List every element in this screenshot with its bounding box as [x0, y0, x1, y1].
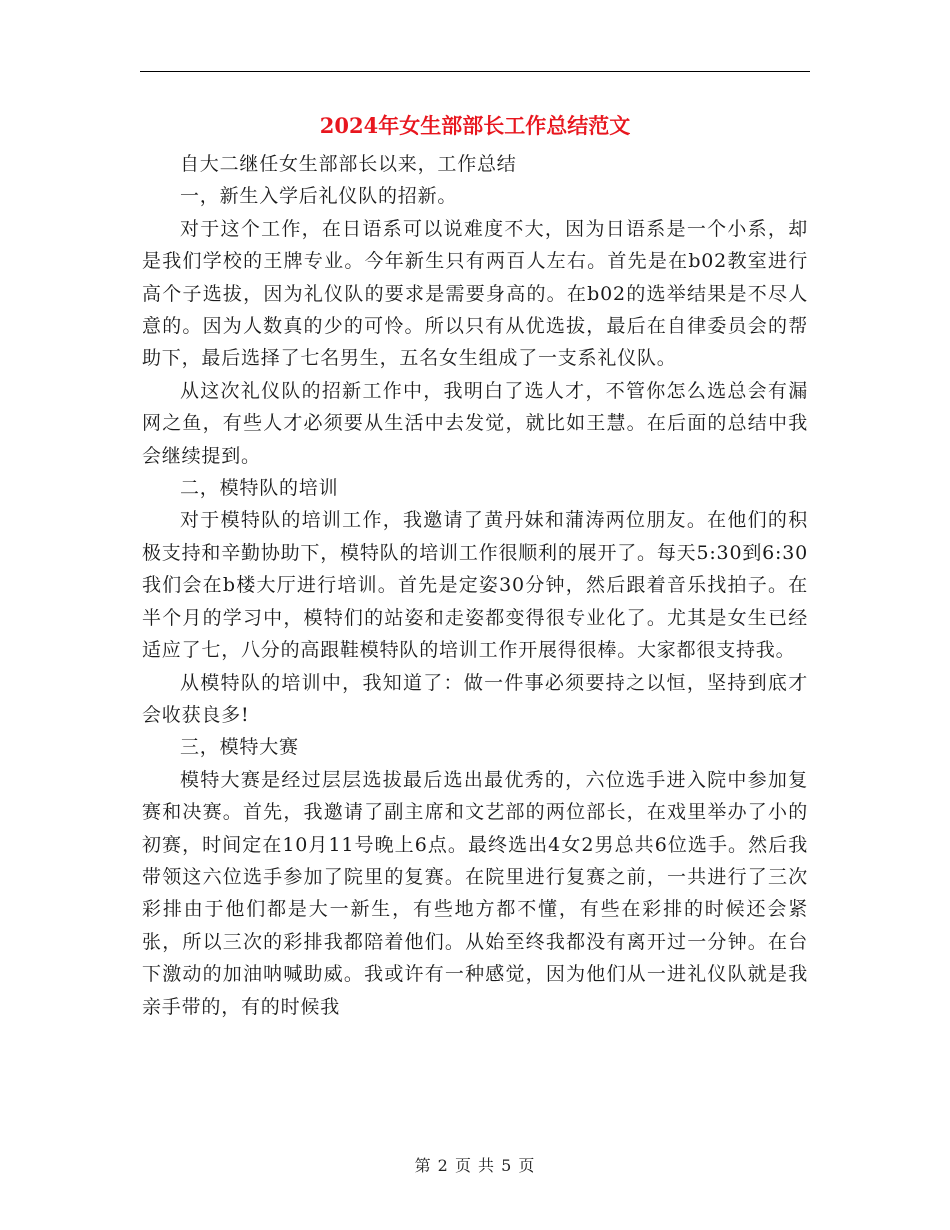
- section-heading-1: 一，新生入学后礼仪队的招新。: [180, 185, 458, 208]
- page-number: 第 2 页 共 5 页: [414, 1156, 536, 1175]
- paragraph-recruitment-lesson: 从这次礼仪队的招新工作中，我明白了选人才，不管你怎么选总会有漏网之鱼，有些人才必须要从生活中去发觉，就比如王慧。在后面的总结中我会继续提到。: [142, 379, 808, 467]
- paragraph-recruitment: 对于这个工作，在日语系可以说难度不大，因为日语系是一个小系，却是我们学校的王牌专业。今年新生只有两百人左右。首先是在b02教室进行高个子选拔，因为礼仪队的要求是需要身高的。在b02的选举结果是不尽人意的。因为人数真的少的可怜。所以只有从优选拔，最后在自律委员会的帮助下，最后选择了七名男生，五名女生组成了一支系礼仪队。: [142, 217, 808, 370]
- document-body: [142, 148, 808, 1023]
- document-title: 2024年女生部部长工作总结范文: [319, 113, 631, 138]
- section-heading-2: 二，模特队的培训: [180, 477, 339, 500]
- paragraph-contest: 模特大赛是经过层层选拔最后选出最优秀的，六位选手进入院中参加复赛和决赛。首先，我邀请了副主席和文艺部的两位部长，在戏里举办了小的初赛，时间定在10月11号晚上6点。最终选出4女2男总共6位选手。然后我带领这六位选手参加了院里的复赛。在院里进行复赛之前，一共进行了三次彩排由于他们都是大一新生，有些地方都不懂，有些在彩排的时候还会紧张，所以三次的彩排我都陪着他们。从始至终我都没有离开过一分钟。在台下激动的加油呐喊助威。我或许有一种感觉，因为他们从一进礼仪队就是我亲手带的，有的时候我: [142, 768, 808, 1018]
- paragraph-training: 对于模特队的培训工作，我邀请了黄丹妹和蒲涛两位朋友。在他们的积极支持和辛勤协助下，模特队的培训工作很顺利的展开了。每天5:30到6:30我们会在b楼大厅进行培训。首先是定姿30分钟，然后跟着音乐找拍子。在半个月的学习中，模特们的站姿和走姿都变得很专业化了。尤其是女生已经适应了七，八分的高跟鞋模特队的培训工作开展得很棒。大家都很支持我。: [142, 509, 808, 662]
- section-heading-3: 三，模特大赛: [180, 736, 299, 759]
- paragraph-intro: 自大二继任女生部部长以来，工作总结: [180, 153, 517, 175]
- header-rule: [140, 71, 810, 72]
- paragraph-training-lesson: 从模特队的培训中，我知道了：做一件事必须要持之以恒，坚持到底才会收获良多!: [142, 671, 808, 726]
